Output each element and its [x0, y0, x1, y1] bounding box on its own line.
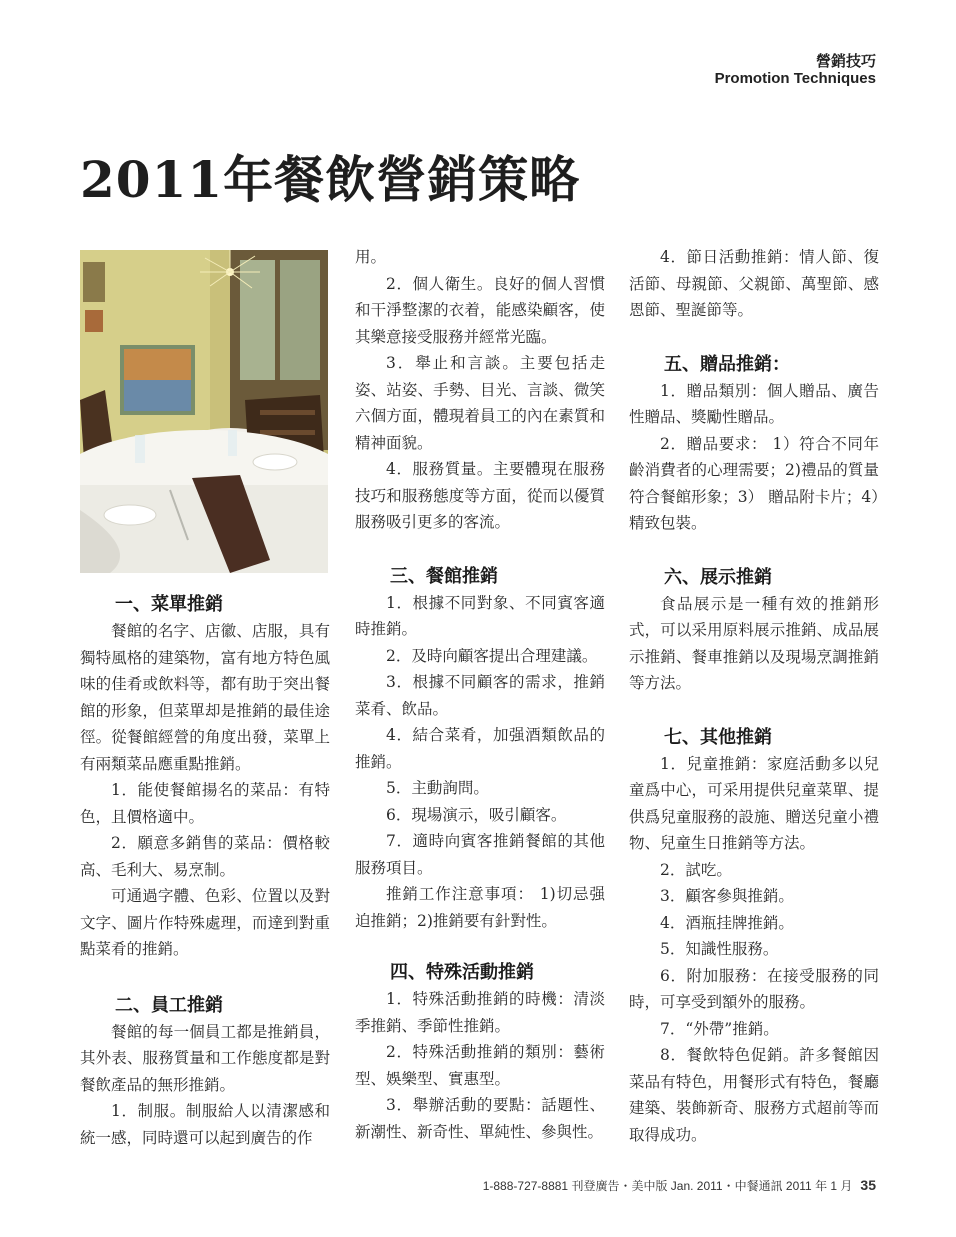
section-heading-gifts: 五、贈品推銷：	[664, 353, 790, 375]
column-3	[629, 244, 879, 1148]
paragraph: 4．酒瓶挂牌推銷。	[660, 913, 794, 932]
section-heading-other: 七、其他推銷	[664, 726, 772, 748]
paragraph: 2．特殊活動推銷的類別：藝術型、娛樂型、實惠型。	[355, 1043, 605, 1088]
footer-text: 1-888-727-8881 刊登廣告・美中版 Jan. 2011・中餐通訊 2011 年 1 月	[482, 1179, 853, 1193]
paragraph: 食品展示是一種有效的推銷形式，可以采用原料展示推銷、成品展示推銷、餐車推銷以及現場烹調推銷等方法。	[629, 594, 879, 692]
paragraph: 3．舉辦活動的要點：話題性、新潮性、新奇性、單純性、參與性。	[355, 1096, 605, 1141]
paragraph: 1．能使餐館揚名的菜品：有特色，且價格適中。	[80, 781, 330, 826]
paragraph: 5．主動詢問。	[386, 779, 489, 797]
section-heading-special-events: 四、特殊活動推銷	[390, 962, 534, 983]
paragraph: 2．個人衛生。良好的個人習慣和干淨整潔的衣着，能感染顧客，使其樂意接受服務并經常光臨。	[355, 274, 605, 346]
paragraph: 3．根據不同顧客的需求，推銷菜肴、飲品。	[355, 673, 605, 718]
page-footer	[483, 1177, 876, 1194]
section-heading-menu: 一、菜單推銷	[115, 594, 223, 615]
section-title-cn: 營銷技巧	[815, 52, 876, 70]
section-heading-restaurant: 三、餐館推銷	[390, 565, 498, 587]
paragraph: 8．餐飲特色促銷。許多餐館因菜品有特色，用餐形式有特色，餐廳建築、裝飾新奇、服務方式超前等而取得成功。	[629, 1046, 879, 1144]
restaurant-photo	[80, 250, 328, 573]
paragraph: 2．願意多銷售的菜品：價格較高、毛利大、易烹制。	[80, 834, 330, 879]
paragraph: 6．現場演示，吸引顧客。	[386, 805, 567, 824]
paragraph: 2．及時向顧客提出合理建議。	[386, 646, 598, 665]
restaurant-photo-illustration	[80, 250, 328, 573]
paragraph: 6．附加服務：在接受服務的同時，可享受到額外的服務。	[629, 966, 879, 1011]
column-1	[80, 592, 330, 1151]
page-number: 35	[860, 1177, 876, 1193]
paragraph: 7．適時向賓客推銷餐館的其他服務項目。	[355, 832, 605, 877]
section-heading-display: 六、展示推銷	[664, 566, 772, 588]
paragraph: 1．贈品類別：個人贈品、廣告性贈品、獎勵性贈品。	[629, 381, 879, 426]
paragraph: 1．兒童推銷：家庭活動多以兒童爲中心，可采用提供兒童菜單、提供爲兒童服務的設施、贈送兒童小禮物、兒童生日推銷等方法。	[629, 754, 879, 852]
paragraph: 1．制服。制服給人以清潔感和統一感，同時還可以起到廣告的作	[80, 1102, 330, 1147]
section-title-en: Promotion Techniques	[714, 70, 876, 87]
column-2	[355, 244, 605, 1145]
paragraph: 4．服務質量。主要體現在服務技巧和服務態度等方面，從而以優質服務吸引更多的客流。	[355, 460, 605, 531]
paragraph: 5．知識性服務。	[660, 940, 779, 958]
paragraph: 1．特殊活動推銷的時機：清淡季推銷、季節性推銷。	[355, 990, 605, 1035]
paragraph: 2．贈品要求： 1）符合不同年齡消費者的心理需要；2)禮品的質量符合餐館形象；3） 贈品附卡片；4）精致包裝。	[629, 434, 879, 532]
paragraph: 4．節日活動推銷：情人節、復活節、母親節、父親節、萬聖節、感恩節、聖誕節等。	[629, 248, 879, 319]
paragraph: 3．舉止和言談。主要包括走姿、站姿、手勢、目光、言談、微笑六個方面，體現着員工的內在素質和精神面貌。	[355, 354, 605, 452]
paragraph: 用。	[355, 248, 387, 266]
section-heading-staff: 二、員工推銷	[115, 994, 223, 1016]
paragraph: 推銷工作注意事項： 1)切忌强迫推銷；2)推銷要有針對性。	[355, 885, 605, 930]
article-title: 2011年餐飲營銷策略	[80, 150, 581, 209]
paragraph: 2．試吃。	[660, 860, 732, 879]
paragraph: 3．顧客參與推銷。	[660, 887, 794, 905]
paragraph: 餐館的每一個員工都是推銷員，其外表、服務質量和工作態度都是對餐飲產品的無形推銷。	[80, 1022, 330, 1094]
paragraph: 可通過字體、色彩、位置以及對文字、圖片作特殊處理，而達到對重點菜肴的推銷。	[80, 887, 330, 958]
paragraph: 餐館的名字、店徽、店服，具有獨特風格的建築物，富有地方特色風味的佳肴或飲料等，都有助于突出餐館的形象，但菜單却是推銷的最佳途徑。從餐館經營的角度出發，菜單上有兩類菜品應重點推銷。	[80, 622, 330, 773]
paragraph: 1．根據不同對象、不同賓客適時推銷。	[355, 593, 605, 638]
paragraph: 7．“外帶”推銷。	[660, 1019, 779, 1038]
paragraph: 4．結合菜肴，加强酒類飲品的推銷。	[355, 726, 605, 771]
